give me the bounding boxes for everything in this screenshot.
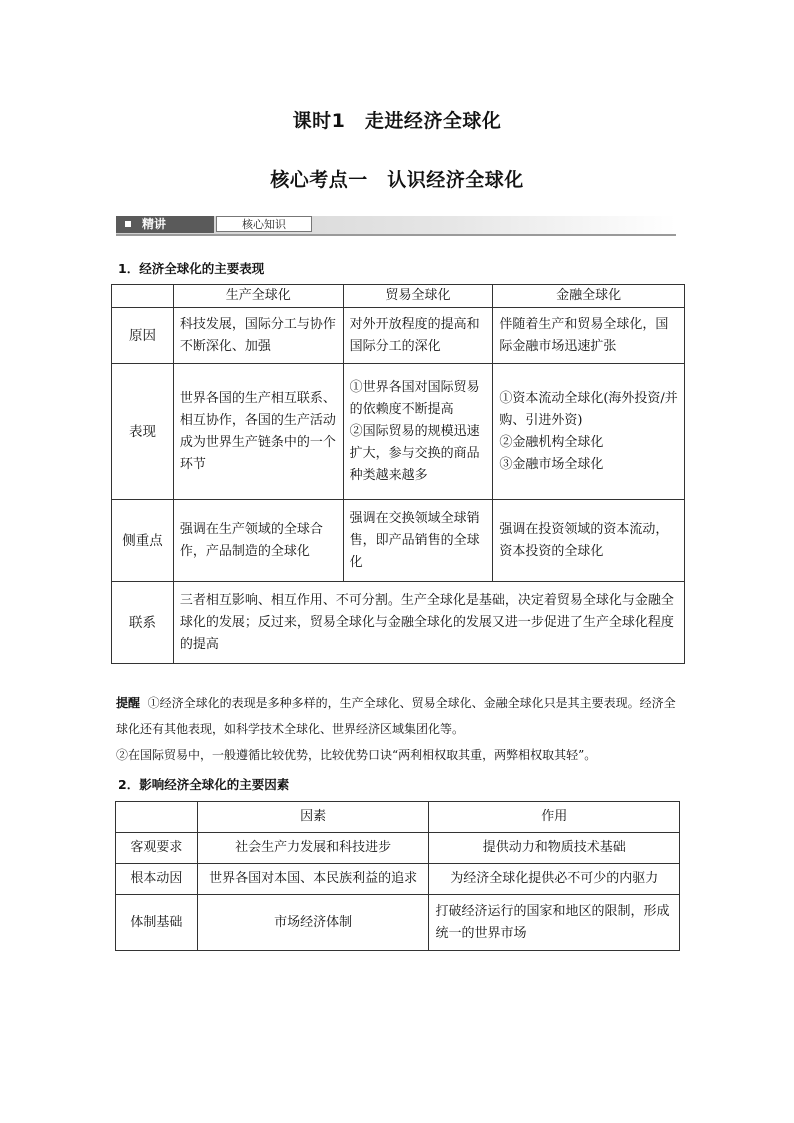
reminder-label: 提醒 (116, 696, 141, 710)
table-row (116, 864, 680, 895)
table-header-cell: 金融全球化 (493, 285, 685, 308)
heading-main-manifestations: 1．经济全球化的主要表现 (118, 261, 265, 276)
table-row (116, 833, 680, 864)
table-header-cell (116, 802, 198, 833)
row-label: 原因 (112, 308, 174, 364)
table-cell: 伴随着生产和贸易全球化，国际金融市场迅速扩张 (493, 308, 685, 364)
heading-influencing-factors: 2．影响经济全球化的主要因素 (118, 777, 290, 792)
table-row (116, 895, 680, 951)
table-row (112, 500, 685, 582)
banner-underline (116, 234, 676, 236)
table-header-row (116, 802, 680, 833)
table-cell: 打破经济运行的国家和地区的限制，形成统一的世界市场 (429, 895, 680, 951)
table-row (112, 308, 685, 364)
table-cell: 提供动力和物质技术基础 (429, 833, 680, 864)
section-banner (116, 216, 676, 236)
table-cell: ①世界各国对国际贸易的依赖度不断提高 ②国际贸易的规模迅速扩大，参与交换的商品种类越来越多 (343, 364, 493, 500)
table-cell: 强调在生产领域的全球合作，产品制造的全球化 (173, 500, 343, 582)
table-header-row (112, 285, 685, 308)
reminder-line-2: ②在国际贸易中，一般遵循比较优势，比较优势口诀“两利相权取其重，两弊相权取其轻”。 (116, 748, 597, 762)
row-label: 体制基础 (116, 895, 198, 951)
table-cell: 强调在交换领域全球销售，即产品销售的全球化 (343, 500, 493, 582)
table-header-cell: 贸易全球化 (343, 285, 493, 308)
factors-table (115, 801, 680, 951)
table-cell: 强调在投资领域的资本流动，资本投资的全球化 (493, 500, 685, 582)
banner-tab-sub: 核心知识 (216, 216, 312, 232)
reminder-line-1 (116, 690, 681, 742)
table-cell: 社会生产力发展和科技进步 (197, 833, 429, 864)
table-cell: 科技发展，国际分工与协作不断深化、加强 (173, 308, 343, 364)
page-title: 课时1 走进经济全球化 (292, 110, 502, 132)
table-cell: 市场经济体制 (197, 895, 429, 951)
table-row (112, 582, 685, 664)
section-title: 核心考点一 认识经济全球化 (270, 169, 524, 191)
banner-tab-main-label: 精讲 (142, 217, 167, 231)
square-icon (125, 221, 131, 227)
table-row (112, 364, 685, 500)
row-label: 根本动因 (116, 864, 198, 895)
table-header-cell: 因素 (197, 802, 429, 833)
banner-tab-main (116, 216, 214, 233)
manifestations-table (111, 284, 685, 664)
table-cell: 对外开放程度的提高和国际分工的深化 (343, 308, 493, 364)
table-cell-merged: 三者相互影响、相互作用、不可分割。生产全球化是基础，决定着贸易全球化与金融全球化的发展；反过来，贸易全球化与金融全球化的发展又进一步促进了生产全球化程度的提高 (173, 582, 684, 664)
row-label: 联系 (112, 582, 174, 664)
table-header-cell: 生产全球化 (173, 285, 343, 308)
row-label: 表现 (112, 364, 174, 500)
table-header-cell: 作用 (429, 802, 680, 833)
row-label: 侧重点 (112, 500, 174, 582)
table-header-cell (112, 285, 174, 308)
table-cell: ①资本流动全球化(海外投资/并购、引进外资) ②金融机构全球化 ③金融市场全球化 (493, 364, 685, 500)
reminder-text-1: ①经济全球化的表现是多种多样的，生产全球化、贸易全球化、金融全球化只是其主要表现。经济全球化还有其他表现，如科学技术全球化、世界经济区域集团化等。 (116, 696, 676, 736)
table-cell: 为经济全球化提供必不可少的内驱力 (429, 864, 680, 895)
table-cell: 世界各国对本国、本民族利益的追求 (197, 864, 429, 895)
table-cell: 世界各国的生产相互联系、相互协作，各国的生产活动成为世界生产链条中的一个环节 (173, 364, 343, 500)
row-label: 客观要求 (116, 833, 198, 864)
reminder-note (116, 690, 681, 768)
